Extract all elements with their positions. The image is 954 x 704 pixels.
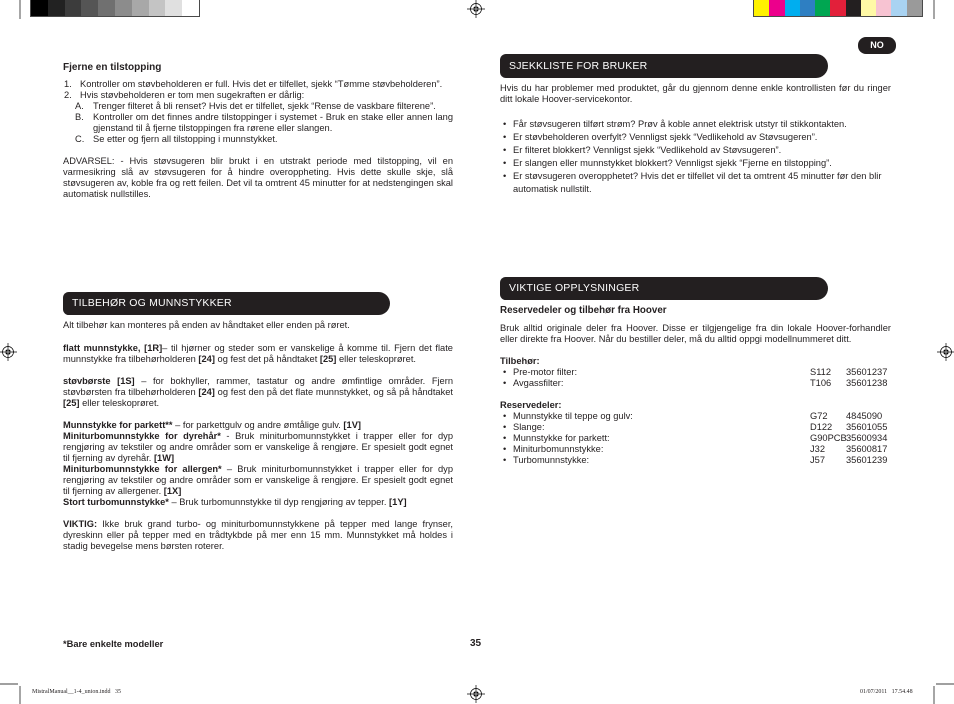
color-swatch bbox=[846, 0, 861, 16]
reference-number: [1X] bbox=[163, 485, 182, 496]
accessories-header: TILBEHØR OG MUNNSTYKKER bbox=[63, 292, 390, 315]
big-turbo-label: Stort turbomunnstykke* bbox=[63, 496, 169, 507]
bullet: • bbox=[503, 131, 507, 142]
reference-number: [24] bbox=[198, 386, 215, 397]
color-swatch bbox=[115, 0, 132, 16]
checklist-item-text: Er støvbeholderen overfylt? Vennligst sjekk “Vedlikehold av Støvsugeren”. bbox=[513, 131, 818, 142]
color-swatch bbox=[132, 0, 149, 16]
list-marker: A. bbox=[75, 100, 84, 111]
bullet: • bbox=[503, 443, 507, 454]
important-label: VIKTIG: bbox=[63, 518, 98, 529]
checklist-item bbox=[500, 118, 891, 131]
color-swatch bbox=[907, 0, 922, 16]
print-slug-timestamp: 01/07/2011 17.54.48 bbox=[860, 689, 913, 695]
part-number: 35600817 bbox=[846, 443, 888, 454]
mini-turbo-allergen-label: Miniturbomunnstykke for allergen* bbox=[63, 463, 222, 474]
color-swatch bbox=[65, 0, 82, 16]
list-item bbox=[63, 112, 453, 134]
paragraph-text: – for bokhyller, rammer, tastatur og andre ømfintlige områder. Fjern støvbørsten fra tilbehørholderen bbox=[63, 375, 453, 397]
parquet-nozzle-paragraph bbox=[63, 420, 453, 431]
bullet: • bbox=[503, 170, 507, 181]
bullet: • bbox=[503, 144, 507, 155]
list-marker: C. bbox=[75, 133, 85, 144]
part-code: T106 bbox=[810, 377, 832, 388]
part-number: 35601237 bbox=[846, 366, 888, 377]
spare-parts-intro: Bruk alltid originale deler fra Hoover. Disse er tilgjengelige fra din lokale Hoover-forhandler eller direkte fra Hoover. Når du bestiller deler, må du alltid oppgi modellnummeret ditt. bbox=[500, 322, 891, 344]
reference-number: [1V] bbox=[343, 419, 361, 430]
color-swatch bbox=[81, 0, 98, 16]
clog-steps bbox=[63, 79, 453, 145]
checklist-item bbox=[500, 131, 891, 144]
list-item bbox=[63, 90, 453, 101]
part-name: Miniturbomunnstykke: bbox=[513, 443, 604, 454]
part-name: Slange: bbox=[513, 421, 545, 432]
color-swatch bbox=[876, 0, 891, 16]
parts-row bbox=[500, 422, 900, 433]
part-name: Avgassfilter: bbox=[513, 377, 564, 388]
bullet: • bbox=[503, 454, 507, 465]
registration-mark-bottom bbox=[467, 685, 485, 703]
part-number: 35600934 bbox=[846, 432, 888, 443]
checklist-item-text: Får støvsugeren tilført strøm? Prøv å koble annet elektrisk utstyr til stikkontakten. bbox=[513, 118, 847, 129]
color-swatch bbox=[815, 0, 830, 16]
reference-number: [1Y] bbox=[389, 496, 407, 507]
paragraph-text: – til hjørner og steder som er vanskelige å komme til. Fjern det flate munnstykke fra tilbehørholderen bbox=[63, 342, 453, 364]
color-swatch bbox=[785, 0, 800, 16]
paragraph-text: og fest det på håndtaket bbox=[214, 353, 320, 364]
mini-turbo-pet-paragraph bbox=[63, 431, 453, 464]
color-swatch bbox=[800, 0, 815, 16]
accessories-label: Tilbehør: bbox=[500, 355, 540, 366]
spare-parts-title: Reservedeler og tilbehør fra Hoover bbox=[500, 305, 667, 316]
paragraph-text: Ikke bruk grand turbo- og miniturbomunnstykkene på tepper med lange frynser, dyreskinn eller på tepper med en trådtykbde på mer enn 15 mm. Munnstykket må holdes i stadig bevegelse mens børsten roterer. bbox=[63, 518, 453, 551]
color-swatch bbox=[861, 0, 876, 16]
paragraph-text: eller teleskoprøret. bbox=[79, 397, 160, 408]
reference-number: [25] bbox=[63, 397, 80, 408]
part-number: 35601055 bbox=[846, 421, 888, 432]
checklist-item bbox=[500, 144, 891, 157]
parts-row bbox=[500, 444, 900, 455]
print-slug-filename: MistralManual__1-4_union.indd 35 bbox=[32, 689, 121, 695]
list-item bbox=[63, 79, 453, 90]
part-number: 35601238 bbox=[846, 377, 888, 388]
accessories-parts-list bbox=[500, 367, 900, 389]
big-turbo-paragraph bbox=[63, 497, 453, 508]
spare-parts-list bbox=[500, 411, 900, 466]
reference-number: [25] bbox=[319, 353, 337, 364]
list-marker: 1. bbox=[64, 78, 72, 89]
part-code: J57 bbox=[810, 454, 825, 465]
registration-mark-left bbox=[0, 343, 17, 361]
flat-nozzle-paragraph bbox=[63, 343, 453, 365]
bullet: • bbox=[503, 377, 507, 388]
parts-row bbox=[500, 455, 900, 466]
bullet: • bbox=[503, 118, 507, 129]
checklist-header: SJEKKLISTE FOR BRUKER bbox=[500, 54, 828, 78]
bullet: • bbox=[503, 410, 507, 421]
part-code: G90PCB bbox=[810, 432, 847, 443]
mini-turbo-pet-label: Miniturbomunnstykke for dyrehår* bbox=[63, 430, 221, 441]
paragraph-text: og fest den på det flate munnstykket, og så på håndtaket bbox=[214, 386, 453, 397]
checklist-items bbox=[500, 118, 891, 196]
info-header: VIKTIGE OPPLYSNINGER bbox=[500, 277, 828, 300]
list-item bbox=[63, 101, 453, 112]
checklist-intro: Hvis du har problemer med produktet, går du gjennom denne enkle kontrollisten før du ringer ditt lokale Hoover-servicekontor. bbox=[500, 82, 891, 104]
parts-row bbox=[500, 411, 900, 422]
language-badge: NO bbox=[858, 37, 896, 54]
spare-parts-label: Reservedeler: bbox=[500, 399, 562, 410]
grayscale-color-bar bbox=[30, 0, 200, 17]
paragraph-text: - Bruk miniturbomunnstykket i trapper eller for dyp rengjøring av tekstiler og andre områder som er vanskelige å rengjøre. Er spesielt godt egnet til fjerning av dyrehår. bbox=[63, 430, 453, 463]
clog-title: Fjerne en tilstopping bbox=[63, 62, 162, 73]
parts-row bbox=[500, 433, 900, 444]
list-item-text: Trenger filteret å bli renset? Hvis det er tilfellet, sjekk “Rense de vaskbare filterene”. bbox=[93, 100, 436, 111]
bullet: • bbox=[503, 366, 507, 377]
paragraph-text: – Bruk turbomunnstykke til dyp rengjøring av tepper. bbox=[168, 496, 390, 507]
reference-number: [24] bbox=[198, 353, 215, 364]
list-item bbox=[63, 134, 453, 145]
parts-row bbox=[500, 378, 900, 389]
checklist-item-text: Er slangen eller munnstykket blokkert? Vennligst sjekk “Fjerne en tilstopping”. bbox=[513, 157, 832, 168]
list-item-text: Kontroller om støvbeholderen er full. Hvis det er tilfellet, sjekk “Tømme støvbeholderen”. bbox=[80, 78, 443, 89]
color-swatch bbox=[769, 0, 784, 16]
nozzle-descriptions bbox=[63, 420, 453, 508]
list-marker: B. bbox=[75, 111, 84, 122]
part-code: S112 bbox=[810, 366, 832, 377]
part-number: 4845090 bbox=[846, 410, 883, 421]
color-swatch bbox=[98, 0, 115, 16]
overheat-warning: ADVARSEL: - Hvis støvsugeren blir brukt i en utstrakt periode med tilstopping, vil en varmesikring slå av støvsugeren for å hindre overoppheting. Hvis dette skulle skje, slå støvsugeren av, koble fra og rett feilen. Det vil ta omtrent 45 minutter for at nedstengingen skal automatisk nullstilles. bbox=[63, 155, 453, 199]
list-item-text: Se etter og fjern all tilstopping i munnstykket. bbox=[93, 133, 278, 144]
list-item-text: Kontroller om det finnes andre tilstoppinger i systemet - Bruk en stake eller annen lang gjenstand til å fjerne tilstoppingen fra rørene eller slangen. bbox=[93, 111, 453, 133]
part-name: Munnstykke for parkett: bbox=[513, 432, 610, 443]
reference-number: [1W] bbox=[153, 452, 175, 463]
registration-mark-right bbox=[937, 343, 954, 361]
part-code: J32 bbox=[810, 443, 825, 454]
part-code: D122 bbox=[810, 421, 833, 432]
flat-nozzle-label: flatt munnstykke, [1R] bbox=[63, 342, 163, 353]
color-swatch bbox=[165, 0, 182, 16]
dusting-brush-paragraph bbox=[63, 376, 453, 409]
page-number: 35 bbox=[470, 638, 482, 649]
paragraph-text: eller teleskoprøret. bbox=[336, 353, 416, 364]
registration-mark-top bbox=[467, 0, 485, 18]
footnote: *Bare enkelte modeller bbox=[63, 638, 164, 649]
parts-row bbox=[500, 367, 900, 378]
bullet: • bbox=[503, 157, 507, 168]
bullet: • bbox=[503, 432, 507, 443]
color-swatch bbox=[182, 0, 199, 16]
color-swatch bbox=[830, 0, 845, 16]
color-swatch bbox=[149, 0, 166, 16]
color-swatch bbox=[31, 0, 48, 16]
process-color-bar bbox=[753, 0, 923, 17]
parquet-nozzle-label: Munnstykke for parkett** bbox=[63, 419, 173, 430]
paragraph-text: – for parkettgulv og andre ømtålige gulv. bbox=[172, 419, 344, 430]
part-name: Turbomunnstykke: bbox=[513, 454, 590, 465]
dusting-brush-label: støvbørste [1S] bbox=[63, 375, 135, 386]
part-name: Pre-motor filter: bbox=[513, 366, 578, 377]
bullet: • bbox=[503, 421, 507, 432]
part-code: G72 bbox=[810, 410, 828, 421]
list-item-text: Hvis støvbeholderen er tom men sugekraften er dårlig: bbox=[80, 89, 305, 100]
checklist-item-text: Er støvsugeren overopphetet? Hvis det er tilfellet vil det ta omtrent 45 minutter før den blir automatisk nullstilt. bbox=[513, 170, 882, 194]
accessories-intro: Alt tilbehør kan monteres på enden av håndtaket eller enden på røret. bbox=[63, 319, 350, 330]
color-swatch bbox=[48, 0, 65, 16]
paragraph-text: – Bruk miniturbomunnstykket i trapper eller for dyp rengjøring av tekstiler og andre områder som er vanskelige å rengjøre. Er spesielt godt egnet til fjerning av allergener. bbox=[63, 463, 454, 496]
checklist-item bbox=[500, 170, 891, 196]
color-swatch bbox=[754, 0, 769, 16]
important-notice bbox=[63, 519, 453, 552]
checklist-item bbox=[500, 157, 891, 170]
list-marker: 2. bbox=[64, 89, 72, 100]
part-number: 35601239 bbox=[846, 454, 888, 465]
checklist-item-text: Er filteret blokkert? Vennligst sjekk “Vedlikehold av Støvsugeren”. bbox=[513, 144, 782, 155]
mini-turbo-allergen-paragraph bbox=[63, 464, 453, 497]
color-swatch bbox=[891, 0, 906, 16]
part-name: Munnstykke til teppe og gulv: bbox=[513, 410, 633, 421]
